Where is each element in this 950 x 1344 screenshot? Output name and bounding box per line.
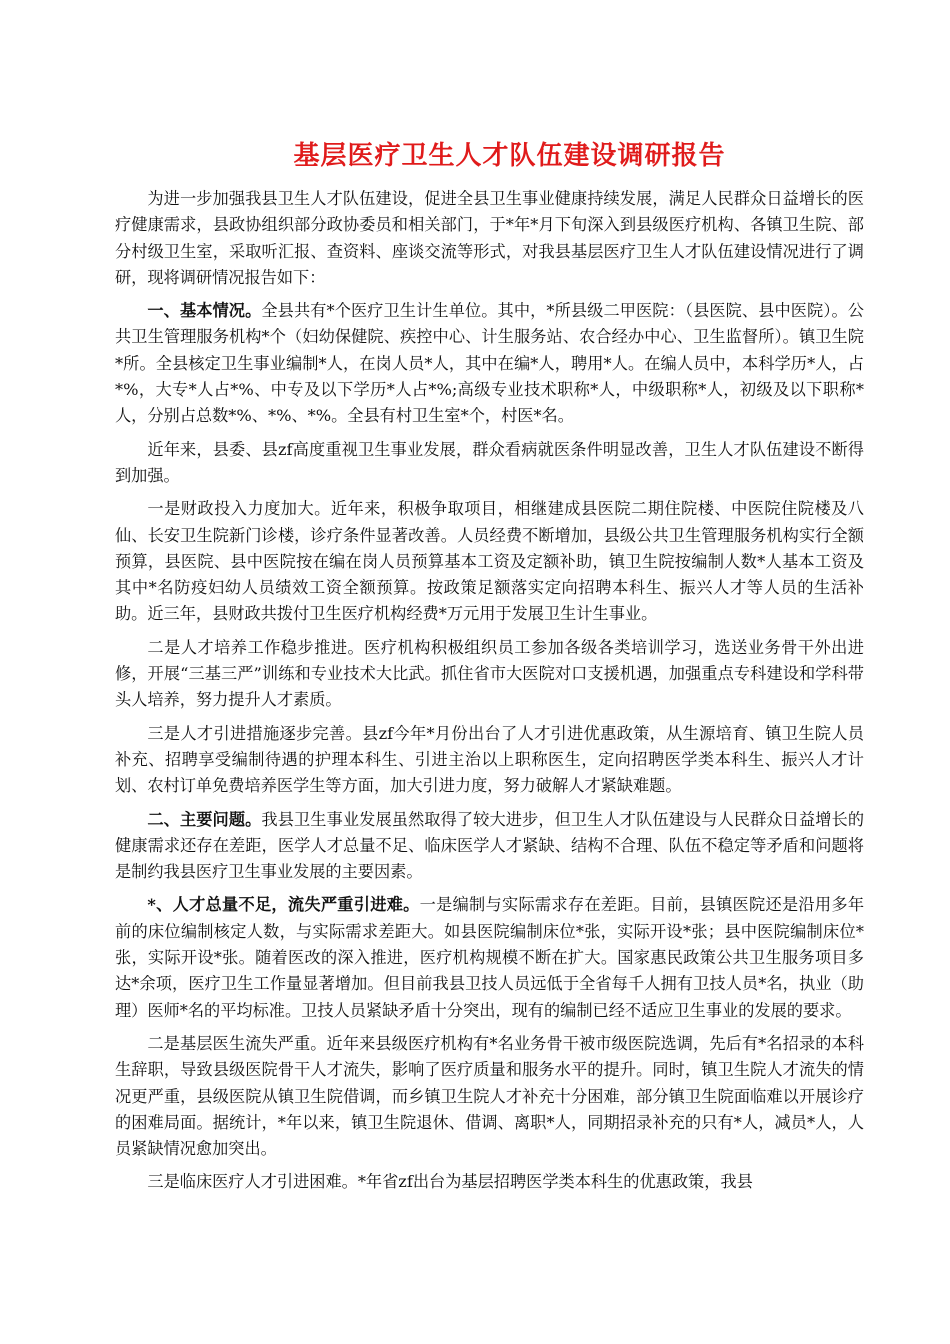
paragraph-text: 三是临床医疗人才引进困难。*年省zf出台为基层招聘医学类本科生的优惠政策，我县 [147,1172,753,1192]
subsection-heading: *、人才总量不足，流失严重引进难。 [147,895,420,915]
paragraph-text: 近年来，县委、县zf高度重视卫生事业发展，群众看病就医条件明显改善，卫生人才队伍建设不断得到加强。 [115,439,864,485]
paragraph-text: 我县卫生事业发展虽然取得了较大进步，但卫生人才队伍建设与人民群众日益增长的健康需求还存在差距，医学人才总量不足、临床医学人才紧缺、结构不合理、队伍不稳定等矛盾和问题将是制约我县医疗卫生事业发展的主要因素。 [115,809,865,882]
paragraph-text: 三是人才引进措施逐步完善。县zf今年*月份出台了人才引进优惠政策，从生源培育、镇卫生院人员补充、招聘享受编制待遇的护理本科生、引进主治以上职称医生，定向招聘医学类本科生、振兴人才计划、农村订单免费培养医学生等方面，加大引进力度，努力破解人才紧缺难题。 [115,723,864,796]
document-title: 基层医疗卫生人才队伍建设调研报告 [293,141,726,171]
paragraph-recruitment [115,721,864,800]
paragraph-main-problems [115,807,864,886]
paragraph-intro [115,186,864,291]
paragraph-text: 二是基层医生流失严重。近年来县级医疗机构有*名业务骨干被市级医院选调，先后有*名招录的本科生辞职，导致县级医院骨干人才流失，影响了医疗质量和服务水平的提升。同时，镇卫生院人才流失的情况更严重，县级医院从镇卫生院借调，而乡镇卫生院人才补充十分困难，部分镇卫生院面临难以开展诊疗的困难局面。据统计，*年以来，镇卫生院退休、借调、离职*人，同期招录补充的只有*人，减员*人，人员紧缺情况愈加突出。 [115,1033,864,1159]
paragraph-training [115,635,864,714]
section-heading: 一、基本情况。 [147,301,262,321]
paragraph-clinical-hiring [115,1169,864,1195]
paragraph-brain-drain [115,1031,864,1162]
paragraph-text: 全县共有*个医疗卫生计生单位。其中，*所县级二甲医院：（县医院、县中医院）。公共卫生管理服务机构*个（妇幼保健院、疾控中心、计生服务站、农合经办中心、卫生监督所）。镇卫生院*所。全县核定卫生事业编制*人，在岗人员*人，其中在编*人，聘用*人。在编人员中，本科学历*人，占*%，大专*人占*%、中专及以下学历*人占*%;高级专业技术职称*人，中级职称*人，初级及以下职称*人，分别占总数*%、*%、*%。全县有村卫生室*个，村医*名。 [115,301,864,426]
paragraph-text: 一是财政投入力度加大。近年来，积极争取项目，相继建成县医院二期住院楼、中医院住院楼及八仙、长安卫生院新门诊楼，诊疗条件显著改善。人员经费不断增加，县级公共卫生管理服务机构实行全额预算，县医院、县中医院按在编在岗人员预算基本工资及定额补助，镇卫生院按编制人数*人基本工资及其中*名防疫妇幼人员绩效工资全额预算。按政策足额落实定向招聘本科生、振兴人才等人员的生活补助。近三年，县财政共拨付卫生医疗机构经费*万元用于发展卫生计生事业。 [115,499,864,624]
paragraph-shortage [115,892,864,1023]
paragraph-recent-years [115,437,864,490]
section-heading: 二、主要问题。 [147,809,262,829]
paragraph-text: 为进一步加强我县卫生人才队伍建设，促进全县卫生事业健康持续发展，满足人民群众日益增长的医疗健康需求，县政协组织部分政协委员和相关部门，于*年*月下旬深入到县级医疗机构、各镇卫生院、部分村级卫生室，采取听汇报、查资料、座谈交流等形式，对我县基层医疗卫生人才队伍建设情况进行了调研，现将调研情况报告如下： [115,189,864,287]
paragraph-text: 二是人才培养工作稳步推进。医疗机构积极组织员工参加各级各类培训学习，选送业务骨干外出进修，开展“三基三严”训练和专业技术大比武。抓住省市大医院对口支援机遇，加强重点专科建设和学科带头人培养，努力提升人才素质。 [115,637,864,710]
paragraph-finance [115,496,864,627]
paragraph-text: 一是编制与实际需求存在差距。目前，县镇医院还是沿用多年前的床位编制核定人数，与实际需求差距大。如县医院编制床位*张，实际开设*张；县中医院编制床位*张，实际开设*张。随着医改的深入推进，医疗机构规模不断在扩大。国家惠民政策公共卫生服务项目多达*余项，医疗卫生工作量显著增加。但目前我县卫技人员远低于全省每千人拥有卫技人员*名，执业（助理）医师*名的平均标准。卫技人员紧缺矛盾十分突出，现有的编制已经不适应卫生事业的发展的要求。 [115,895,865,1020]
paragraph-basic-situation [115,298,864,429]
